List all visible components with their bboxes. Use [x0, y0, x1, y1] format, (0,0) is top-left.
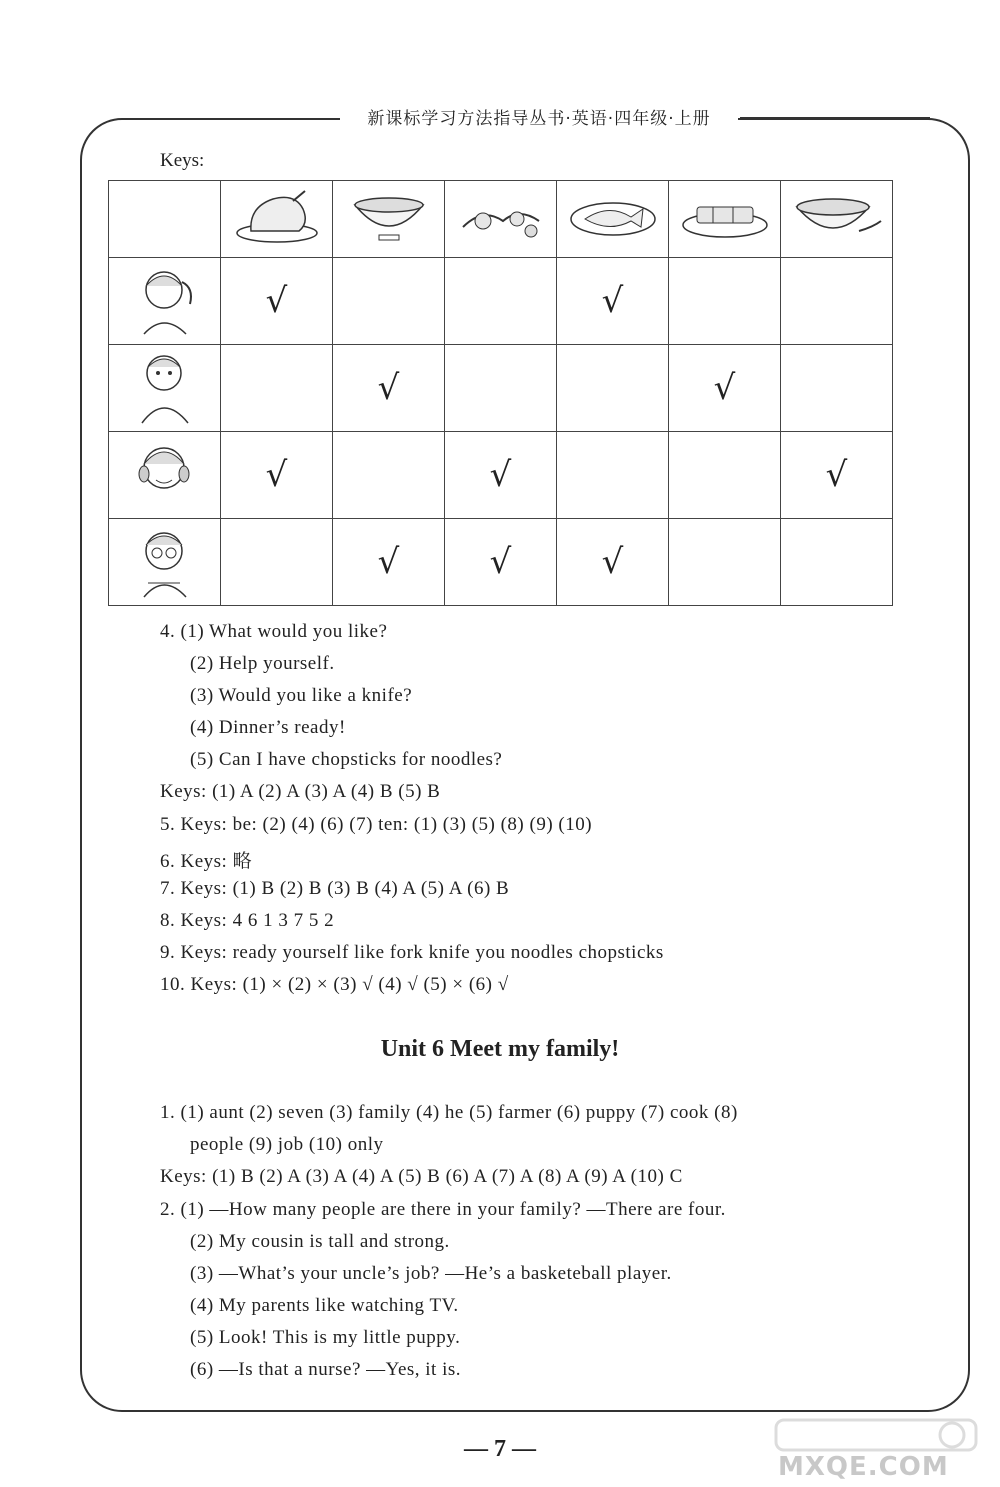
empty-cell [221, 345, 333, 432]
empty-cell [557, 345, 669, 432]
check-mark: √ [713, 368, 736, 408]
beef-icon [669, 181, 781, 258]
check-cell [557, 258, 669, 345]
table-row [109, 258, 893, 345]
unit6-answer-1a: 1. (1) aunt (2) seven (3) family (4) he (5) farmer (6) puppy (7) cook (8) [160, 1102, 738, 1123]
fish-icon [557, 181, 669, 258]
table-header-row [109, 181, 893, 258]
answer-6: 6. Keys: 略 [160, 851, 253, 872]
answer-5: 5. Keys: be: (2) (4) (6) (7) ten: (1) (3) (5) (8) (9) (10) [160, 814, 593, 835]
empty-cell [781, 345, 893, 432]
unit-title: Unit 6 Meet my family! [380, 1036, 620, 1062]
answer-10: 10. Keys: (1) × (2) × (3) √ (4) √ (5) × (6) √ [160, 974, 509, 995]
unit6-answer-2-5: (5) Look! This is my little puppy. [190, 1327, 461, 1348]
check-cell [221, 258, 333, 345]
empty-cell [445, 345, 557, 432]
unit6-answer-2-4: (4) My parents like watching TV. [190, 1295, 459, 1316]
table-row [109, 432, 893, 519]
check-cell [669, 345, 781, 432]
check-cell [781, 432, 893, 519]
running-header: 新课标学习方法指导丛书·英语·四年级·上册 [340, 104, 738, 129]
answer-4-2: (2) Help yourself. [190, 653, 335, 674]
answer-7: 7. Keys: (1) B (2) B (3) B (4) A (5) A (6) B [160, 878, 510, 899]
table-row [109, 345, 893, 432]
empty-cell [669, 519, 781, 606]
answer-4-keys: Keys: (1) A (2) A (3) A (4) B (5) B [160, 781, 441, 802]
girl-headphones-icon [109, 432, 221, 519]
soup-bowl-icon [781, 181, 893, 258]
empty-cell [445, 258, 557, 345]
header-rule [740, 117, 930, 119]
check-mark: √ [489, 542, 512, 582]
unit6-answer-2-3: (3) —What’s your uncle’s job? —He’s a basketeball player. [190, 1263, 672, 1284]
page-number: — 7 — [464, 1436, 536, 1462]
watermark-text: MXQE.COM [778, 1452, 949, 1482]
check-cell [333, 519, 445, 606]
vegetables-icon [445, 181, 557, 258]
boy-glasses-icon [109, 519, 221, 606]
corner-cell [109, 181, 221, 258]
noodles-bowl-icon [333, 181, 445, 258]
unit6-answer-2-2: (2) My cousin is tall and strong. [190, 1231, 450, 1252]
empty-cell [669, 432, 781, 519]
check-mark: √ [265, 455, 288, 495]
answer-9: 9. Keys: ready yourself like fork knife you noodles chopsticks [160, 942, 664, 963]
unit6-answer-1-keys: Keys: (1) B (2) A (3) A (4) A (5) B (6) A (7) A (8) A (9) A (10) C [160, 1166, 683, 1187]
answer-8: 8. Keys: 4 6 1 3 7 5 2 [160, 910, 335, 931]
check-mark: √ [265, 281, 288, 321]
keys-label: Keys: [160, 150, 205, 171]
check-mark: √ [489, 455, 512, 495]
unit6-answer-2-6: (6) —Is that a nurse? —Yes, it is. [190, 1359, 462, 1380]
check-cell [445, 519, 557, 606]
empty-cell [333, 432, 445, 519]
answer-4-3: (3) Would you like a knife? [190, 685, 413, 706]
check-mark: √ [377, 368, 400, 408]
unit6-answer-2-1: 2. (1) —How many people are there in your family? —There are four. [160, 1199, 726, 1220]
empty-cell [221, 519, 333, 606]
chicken-icon [221, 181, 333, 258]
answer-4-4: (4) Dinner’s ready! [190, 717, 346, 738]
check-mark: √ [601, 542, 624, 582]
answer-4-1: 4. (1) What would you like? [160, 621, 388, 642]
empty-cell [781, 258, 893, 345]
girl-ponytail-icon [109, 258, 221, 345]
check-mark: √ [825, 455, 848, 495]
check-cell [221, 432, 333, 519]
check-cell [333, 345, 445, 432]
empty-cell [669, 258, 781, 345]
check-mark: √ [601, 281, 624, 321]
unit6-answer-1b: people (9) job (10) only [190, 1134, 384, 1155]
check-cell [557, 519, 669, 606]
empty-cell [557, 432, 669, 519]
answer-4-5: (5) Can I have chopsticks for noodles? [190, 749, 503, 770]
empty-cell [333, 258, 445, 345]
table-row [109, 519, 893, 606]
check-mark: √ [377, 542, 400, 582]
empty-cell [781, 519, 893, 606]
answer-table [108, 180, 893, 606]
check-cell [445, 432, 557, 519]
boy-icon [109, 345, 221, 432]
